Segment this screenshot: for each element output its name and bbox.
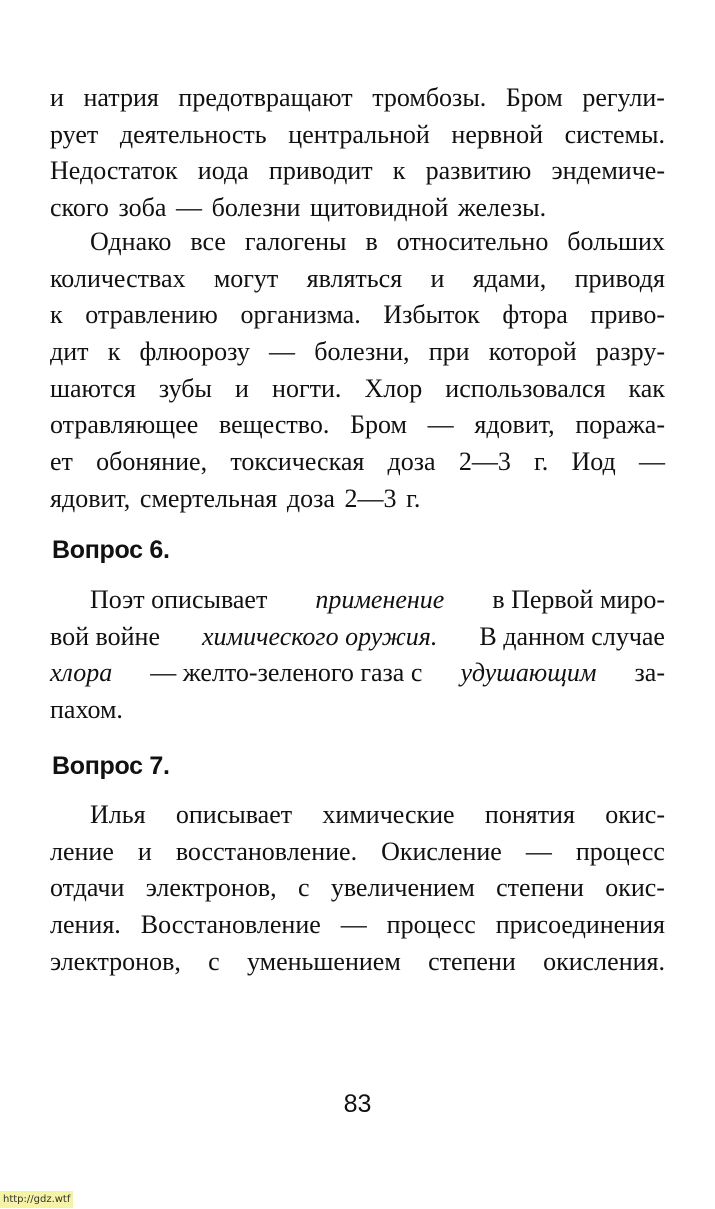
word: Избыток bbox=[383, 300, 480, 330]
emphasis-text: удушающим bbox=[460, 658, 597, 688]
word: Бром bbox=[505, 83, 563, 112]
word: Восстановление bbox=[140, 910, 321, 940]
emphasis-text: применение bbox=[315, 585, 445, 614]
word: флюорозу bbox=[139, 337, 250, 367]
text-line bbox=[50, 870, 665, 907]
word: приводя bbox=[574, 263, 665, 293]
word: присоединения bbox=[495, 910, 665, 940]
question-7-answer bbox=[50, 797, 665, 980]
text-line bbox=[50, 582, 665, 619]
word: рует bbox=[50, 119, 99, 149]
word: Хлор bbox=[364, 373, 423, 403]
word: химические bbox=[322, 800, 455, 829]
word: фтора bbox=[502, 300, 568, 330]
word: центральной bbox=[288, 119, 430, 149]
text-line bbox=[50, 834, 665, 871]
text-line bbox=[50, 371, 665, 408]
word: которой bbox=[488, 337, 577, 367]
paragraph-halogens-toxicity bbox=[50, 224, 665, 518]
word: процесс bbox=[575, 836, 665, 866]
word: степени bbox=[496, 873, 584, 903]
question-7-heading: Вопрос 7. bbox=[52, 752, 170, 780]
word: степени bbox=[428, 946, 516, 976]
word: увеличением bbox=[330, 873, 475, 903]
text-line bbox=[50, 481, 665, 518]
word: эндемиче- bbox=[551, 156, 665, 186]
text-line bbox=[50, 224, 665, 261]
text-line-content: ского зоба — болезни щитовидной железы. bbox=[50, 193, 547, 223]
text-line bbox=[50, 297, 665, 334]
word: относительно bbox=[396, 227, 549, 256]
word: отравлению bbox=[85, 300, 218, 330]
word: организма. bbox=[240, 300, 361, 330]
word: шаются bbox=[50, 373, 136, 403]
word: — bbox=[269, 337, 296, 367]
word: понятия bbox=[484, 800, 575, 829]
word: болезни, bbox=[314, 337, 410, 367]
text-fragment: — желто-зеленого газа с bbox=[150, 658, 423, 688]
word: и bbox=[235, 373, 249, 403]
paragraph-halogens-benefit bbox=[50, 80, 665, 227]
word: окисления. bbox=[543, 946, 665, 976]
text-line bbox=[50, 334, 665, 371]
word: с bbox=[208, 946, 220, 976]
word: развитию bbox=[425, 156, 532, 186]
word: деятельность bbox=[119, 119, 267, 149]
word: восстановление. bbox=[175, 836, 358, 866]
word: Иод bbox=[571, 447, 616, 477]
text-line bbox=[50, 153, 665, 190]
word: галогены bbox=[244, 227, 347, 256]
word: окис- bbox=[605, 800, 665, 829]
text-line bbox=[50, 944, 665, 981]
word: — bbox=[340, 910, 367, 940]
word: и bbox=[50, 83, 64, 112]
word: могут bbox=[213, 263, 279, 293]
word: поража- bbox=[575, 410, 665, 440]
text-line bbox=[50, 117, 665, 154]
word: при bbox=[428, 337, 470, 367]
word: ядами, bbox=[472, 263, 547, 293]
word: к bbox=[107, 337, 121, 367]
word: натрия bbox=[83, 83, 159, 112]
question-6-heading: Вопрос 6. bbox=[52, 536, 170, 564]
text-line bbox=[50, 907, 665, 944]
text-fragment: за- bbox=[634, 658, 665, 688]
text-fragment: Поэт описывает bbox=[90, 585, 268, 614]
word: доза bbox=[387, 447, 436, 477]
word: приво- bbox=[590, 300, 665, 330]
word: как bbox=[628, 373, 665, 403]
word: к bbox=[50, 300, 63, 330]
word: ление bbox=[50, 836, 114, 866]
word: вещество. bbox=[218, 410, 330, 440]
text-line bbox=[50, 80, 665, 117]
word: и bbox=[137, 836, 152, 866]
word: описывает bbox=[175, 800, 293, 829]
word: регули- bbox=[582, 83, 665, 112]
word: Окисление bbox=[381, 836, 502, 866]
text-line bbox=[50, 619, 665, 656]
emphasis-text: химического оружия. bbox=[201, 621, 438, 651]
word: Однако bbox=[90, 227, 172, 256]
word: в bbox=[365, 227, 378, 256]
text-line bbox=[50, 444, 665, 481]
emphasis-text: хлора bbox=[50, 658, 113, 688]
word: больших bbox=[567, 227, 665, 256]
word: 2—3 bbox=[458, 447, 511, 477]
text-line bbox=[50, 692, 665, 729]
word: процесс bbox=[386, 910, 476, 940]
word: — bbox=[525, 836, 552, 866]
word: к bbox=[392, 156, 406, 186]
word: отравляющее bbox=[50, 410, 199, 440]
word: Бром bbox=[350, 410, 407, 440]
word: разру- bbox=[595, 337, 665, 367]
word: количествах bbox=[50, 263, 186, 293]
word: зубы bbox=[158, 373, 212, 403]
word: г. bbox=[534, 447, 549, 477]
text-line bbox=[50, 655, 665, 692]
word: тромбозы. bbox=[372, 83, 487, 112]
word: использовался bbox=[445, 373, 606, 403]
word: электронов, bbox=[50, 946, 181, 976]
word: Илья bbox=[90, 800, 146, 829]
word: дит bbox=[50, 337, 89, 367]
word: — bbox=[638, 447, 665, 477]
word: отдачи bbox=[50, 873, 125, 903]
watermark-link[interactable]: http://gdz.wtf bbox=[0, 1191, 73, 1208]
word: — bbox=[427, 410, 454, 440]
page-number: 83 bbox=[343, 1090, 372, 1118]
word: ногти. bbox=[272, 373, 342, 403]
word: системы. bbox=[564, 119, 665, 149]
word: электронов, bbox=[145, 873, 277, 903]
text-fragment: в Первой миро- bbox=[492, 585, 665, 614]
question-6-answer bbox=[50, 582, 665, 729]
word: ет bbox=[50, 447, 73, 477]
word: токсическая bbox=[230, 447, 365, 477]
text-fragment: В данном случае bbox=[479, 621, 665, 651]
text-line bbox=[50, 261, 665, 298]
word: с bbox=[297, 873, 310, 903]
word: иода bbox=[197, 156, 249, 186]
word: обоняние, bbox=[96, 447, 208, 477]
word: и bbox=[430, 263, 445, 293]
word: все bbox=[190, 227, 226, 256]
text-line bbox=[50, 190, 665, 227]
word: предотвращают bbox=[178, 83, 353, 112]
word: нервной bbox=[451, 119, 543, 149]
text-fragment: вой войне bbox=[50, 621, 160, 651]
word: Недостаток bbox=[50, 156, 178, 186]
text-fragment: пахом. bbox=[50, 695, 123, 725]
word: окис- bbox=[605, 873, 665, 903]
text-line bbox=[50, 797, 665, 834]
word: являться bbox=[306, 263, 403, 293]
word: уменьшением bbox=[246, 946, 401, 976]
text-line bbox=[50, 407, 665, 444]
word: ядовит, bbox=[474, 410, 555, 440]
word: приводит bbox=[268, 156, 373, 186]
text-line-content: ядовит, смертельная доза 2—3 г. bbox=[50, 483, 421, 513]
word: ления. bbox=[50, 910, 121, 940]
